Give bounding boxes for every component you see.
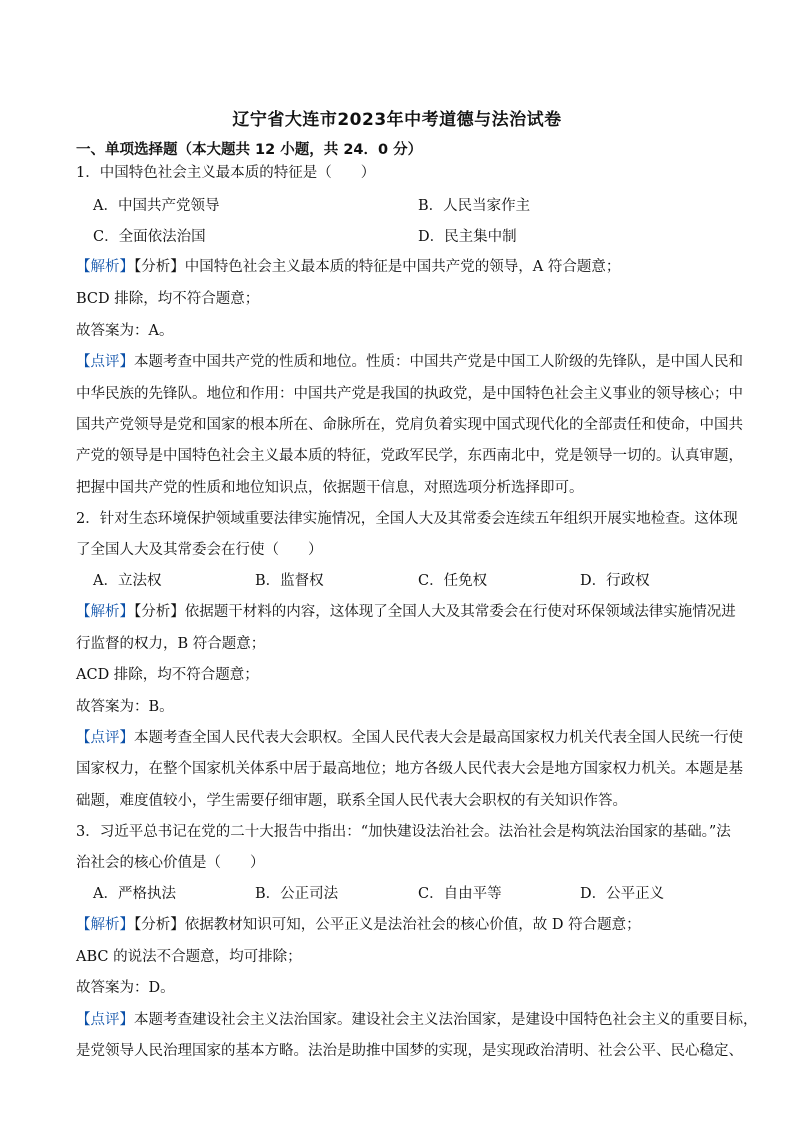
q2-option-b: B．监督权 — [255, 573, 324, 589]
q3-comment-line-1 — [76, 1010, 758, 1030]
q3-comment-text-1: 本题考查建设社会主义法治国家。建设社会主义法治国家，是建设中国特色社会主义的重要目标， — [134, 1012, 758, 1028]
q1-comment-line-4: 产党的领导是中国特色社会主义最本质的特征，党政军民学，东西南北中，党是领导一切的。认真审题， — [76, 448, 743, 464]
q3-comment-line-2: 是党领导人民治理国家的基本方略。法治是助推中国梦的实现，是实现政治清明、社会公平、民心稳定、 — [76, 1043, 743, 1059]
q2-comment-line-1 — [76, 728, 743, 748]
q1-option-b: B．人民当家作主 — [418, 198, 531, 214]
page-title: 辽宁省大连市2023年中考道德与法治试卷 — [232, 110, 562, 130]
question-1-stem: 1．中国特色社会主义最本质的特征是（ ） — [76, 165, 376, 181]
analysis-tag: 【解析】 — [76, 604, 134, 620]
q3-option-b: B．公正司法 — [255, 886, 339, 902]
q2-comment-line-3: 础题，难度值较小，学生需要仔细审题，联系全国人民代表大会职权的有关知识作答。 — [76, 793, 627, 809]
analysis-tag: 【解析】 — [76, 259, 134, 275]
q1-comment-line-2: 中华民族的先锋队。地位和作用：中国共产党是我国的执政党，是中国特色社会主义事业的领导核心；中 — [76, 386, 743, 402]
comment-tag: 【点评】 — [76, 1012, 134, 1028]
q2-analysis-line — [76, 602, 736, 622]
q1-analysis-text: 【分析】中国特色社会主义最本质的特征是中国共产党的领导，A 符合题意； — [134, 259, 621, 275]
q2-option-d: D．行政权 — [580, 573, 650, 589]
q2-option-c: C．任免权 — [418, 573, 488, 589]
q1-analysis-line — [76, 257, 620, 277]
q2-analysis-text-2: 行监督的权力，B 符合题意； — [76, 636, 266, 652]
q3-option-a: A．严格执法 — [93, 886, 176, 902]
q2-comment-line-2: 国家权力，在整个国家机关体系中居于最高地位；地方各级人民代表大会是地方国家权力机关。本题是基 — [76, 761, 743, 777]
q3-analysis-line — [76, 915, 641, 935]
q1-comment-line-3: 国共产党领导是党和国家的根本所在、命脉所在，党肩负着实现中国式现代化的全部责任和使命，中国共 — [76, 417, 743, 433]
q1-answer: 故答案为：A。 — [76, 323, 174, 339]
q1-option-d: D．民主集中制 — [418, 229, 517, 245]
comment-tag: 【点评】 — [76, 730, 134, 746]
section-heading: 一、单项选择题（本大题共 12 小题，共 24．0 分） — [76, 142, 423, 158]
q3-answer: 故答案为：D。 — [76, 980, 175, 996]
analysis-tag: 【解析】 — [76, 917, 134, 933]
question-3-stem-2: 治社会的核心价值是（ ） — [76, 855, 265, 871]
q3-option-d: D．公平正义 — [580, 886, 665, 902]
question-3-stem-1: 3．习近平总书记在党的二十大报告中指出：“加快建设法治社会。法治社会是构筑法治国家的基础。”法 — [76, 824, 731, 840]
q1-comment-text-1: 本题考查中国共产党的性质和地位。性质：中国共产党是中国工人阶级的先锋队，是中国人民和 — [134, 354, 743, 370]
q1-option-a: A．中国共产党领导 — [93, 198, 220, 214]
q2-analysis-text: 【分析】依据题干材料的内容，这体现了全国人大及其常委会在行使对环保领域法律实施情况进 — [134, 604, 736, 620]
q3-option-c: C．自由平等 — [418, 886, 502, 902]
question-2-stem-2: 了全国人大及其常委会在行使（ ） — [76, 542, 323, 558]
q1-option-c: C．全面依法治国 — [93, 229, 206, 245]
comment-tag: 【点评】 — [76, 354, 134, 370]
q2-answer: 故答案为：B。 — [76, 699, 174, 715]
q3-analysis-text-2: ABC 的说法不合题意，均可排除； — [76, 949, 302, 965]
q3-analysis-text: 【分析】依据教材知识可知，公平正义是法治社会的核心价值，故 D 符合题意； — [134, 917, 641, 933]
q2-comment-text-1: 本题考查全国人民代表大会职权。全国人民代表大会是最高国家权力机关代表全国人民统一行使 — [134, 730, 743, 746]
question-2-stem-1: 2．针对生态环境保护领域重要法律实施情况，全国人大及其常委会连续五年组织开展实地检查。这体现 — [76, 511, 738, 527]
q2-analysis-text-3: ACD 排除，均不符合题意； — [76, 667, 259, 683]
q1-comment-line-1 — [76, 352, 743, 372]
q1-comment-line-5: 把握中国共产党的性质和地位知识点，依据题干信息，对照选项分析选择即可。 — [76, 480, 584, 496]
q1-analysis-text-2: BCD 排除，均不符合题意； — [76, 291, 260, 307]
q2-option-a: A．立法权 — [93, 573, 162, 589]
